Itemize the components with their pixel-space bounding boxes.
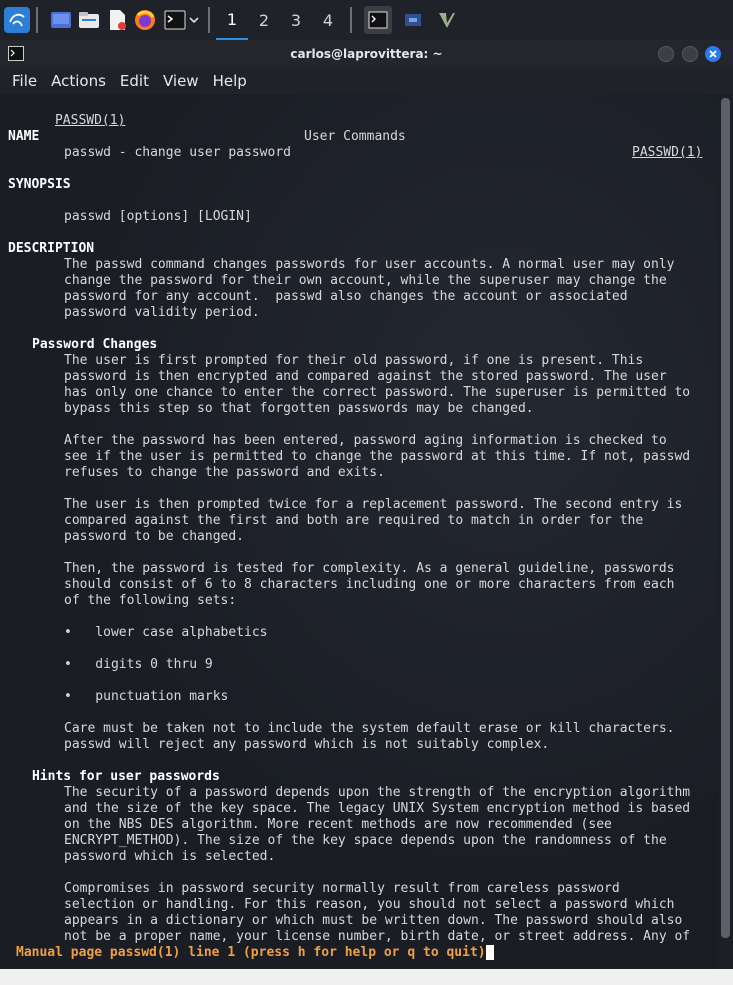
header-left: PASSWD(1) (54, 113, 126, 128)
workspace-2[interactable]: 2 (258, 10, 270, 30)
man-line: password to be changed. (64, 529, 245, 544)
bullet-item: • punctuation marks (64, 689, 229, 704)
vim-icon[interactable] (436, 9, 458, 31)
window-titlebar[interactable] (0, 40, 733, 68)
subsection-hints: Hints for user passwords (32, 769, 220, 784)
menu-edit[interactable]: Edit (119, 72, 149, 90)
taskbar-separator (350, 7, 352, 33)
man-line: The security of a password depends upon the strength of the encryption algorithm (64, 785, 691, 800)
pager-status: Manual page passwd(1) line 1 (press h for help or q to quit) (16, 945, 486, 960)
man-line: change the password for their own account, while the superuser may change the (64, 273, 667, 288)
scrollbar[interactable] (718, 94, 733, 969)
desktop-icon[interactable] (50, 9, 72, 31)
man-line: on the NBS DES algorithm. More recent methods are now recommended (see (64, 817, 612, 832)
subsection-password-changes: Password Changes (32, 337, 158, 352)
man-line: The user is then prompted twice for a replacement password. The second entry is (64, 497, 683, 512)
man-line: password is then encrypted and compared against the stored password. The user (64, 369, 667, 384)
text-editor-icon[interactable] (106, 9, 128, 31)
menu-actions[interactable]: Actions (51, 72, 106, 90)
minimize-button[interactable] (658, 46, 674, 62)
man-line: appears in a dictionary or which must be written down. The password should also (64, 913, 683, 928)
man-line: password for any account. passwd also changes the account or associated (64, 289, 628, 304)
man-line: Compromises in password security normally result from careless password (64, 881, 620, 896)
man-line: passwd [options] [LOGIN] (64, 209, 252, 224)
man-line: passwd will reject any password which is not suitably complex. (64, 737, 550, 752)
man-line: refuses to change the password and exits. (64, 465, 385, 480)
man-line: see if the user is permitted to change the password at this time. If not, passwd (64, 449, 691, 464)
man-line: of the following sets: (64, 593, 237, 608)
terminal-window (0, 40, 733, 969)
menu-file[interactable]: File (12, 72, 38, 90)
header-right: PASSWD(1) (632, 145, 703, 160)
bottom-strip (0, 969, 733, 985)
close-button[interactable] (705, 46, 721, 62)
man-line: compared against the first and both are required to match in order for the (64, 513, 644, 528)
man-line: bypass this step so that forgotten passwords may be changed. (64, 401, 534, 416)
bullet-item: • lower case alphabetics (64, 625, 268, 640)
man-line: password which is selected. (64, 849, 276, 864)
section-name: NAME (8, 129, 40, 144)
text-cursor (486, 945, 494, 960)
man-line: has only one chance to enter the correct password. The superuser is permitted to (64, 385, 691, 400)
window-preview-icon[interactable] (402, 9, 424, 31)
maximize-button[interactable] (682, 46, 698, 62)
window-title: carlos@laprovittera: ~ (290, 47, 443, 61)
menu-view[interactable]: View (162, 72, 199, 90)
menubar (0, 68, 733, 94)
taskbar-separator (208, 7, 210, 33)
man-line: After the password has been entered, password aging information is checked to (64, 433, 667, 448)
man-line: should consist of 6 to 8 characters including one or more characters from each (64, 577, 675, 592)
header-center: User Commands (304, 129, 406, 144)
man-line: not be a proper name, your license number, birth date, or street address. Any of (64, 929, 691, 944)
man-line: Care must be taken not to include the system default erase or kill characters. (64, 721, 675, 736)
terminal-icon[interactable] (162, 9, 202, 31)
bullet-item: • digits 0 thru 9 (64, 657, 213, 672)
section-description: DESCRIPTION (8, 241, 95, 256)
close-icon (706, 47, 720, 61)
workspace-4[interactable]: 4 (322, 10, 334, 30)
firefox-icon[interactable] (134, 9, 156, 31)
terminal-output[interactable] (0, 94, 718, 969)
section-synopsis: SYNOPSIS (8, 177, 71, 192)
taskbar (0, 0, 733, 40)
man-line: selection or handling. For this reason, you should not select a password which (64, 897, 675, 912)
man-line: and the size of the key space. The legacy UNIX System encryption method is based (64, 801, 691, 816)
terminal-window-icon[interactable] (364, 6, 392, 34)
man-line: passwd - change user password (64, 145, 291, 160)
man-line: The passwd command changes passwords for user accounts. A normal user may only (64, 257, 675, 272)
man-line: ENCRYPT_METHOD). The size of the key space depends upon the randomness of the (64, 833, 667, 848)
man-line: The user is first prompted for their old password, if one is present. This (64, 353, 644, 368)
scrollbar-thumb[interactable] (721, 98, 730, 938)
taskbar-separator (36, 7, 38, 33)
file-manager-icon[interactable] (78, 9, 100, 31)
man-line: Then, the password is tested for complexity. As a general guideline, passwords (64, 561, 675, 576)
pager-status-line (16, 945, 494, 961)
workspace-3[interactable]: 3 (290, 10, 302, 30)
man-line: password validity period. (64, 305, 260, 320)
menu-help[interactable]: Help (212, 72, 247, 90)
workspace-1[interactable]: 1 (216, 0, 248, 40)
kali-menu-icon[interactable] (4, 7, 30, 33)
